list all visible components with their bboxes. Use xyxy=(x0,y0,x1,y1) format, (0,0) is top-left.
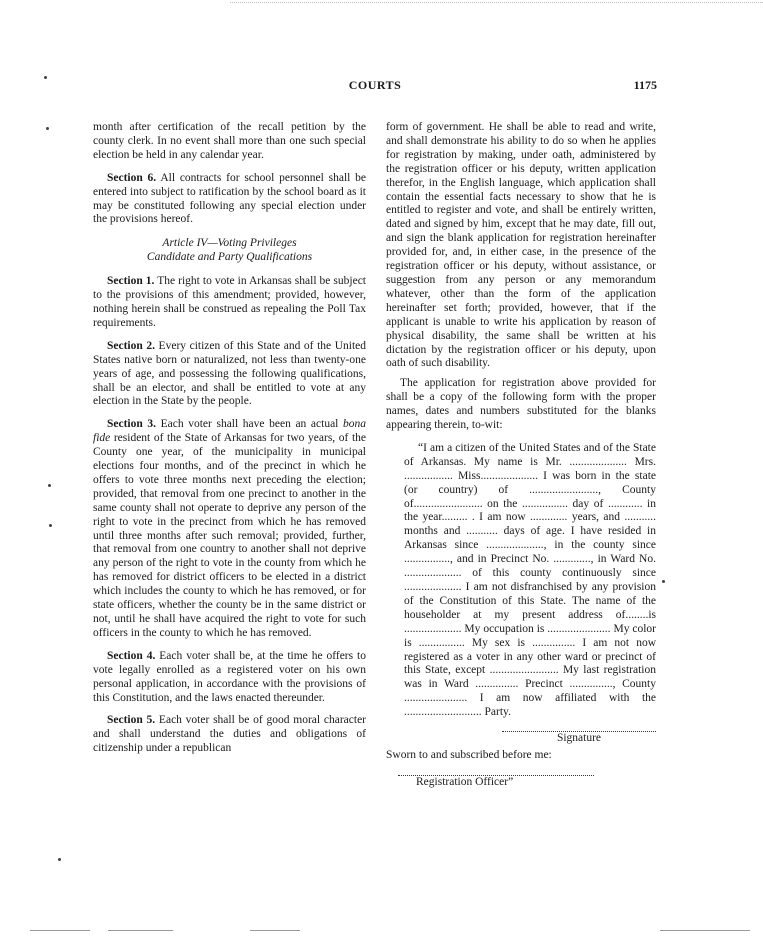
scan-speck xyxy=(49,524,52,527)
continuation-paragraph: form of government. He shall be able to read and write, and shall demonstrate his ability to do so when he applies for registration by making, under oath, administered by the registration officer or his deputy, written application therefor, in the English language, which application shall contain the essential facts necessary to show that he is entitled to register and vote, and shall be entirely written, dated and signed by him, except that he may date, fill out, and sign the blank application for registration hereinafter provided for, and, in either case, in the presence of the registration officer or his deputy, without assistance, or suggestion from any person or any memorandum whatever, other than the form of the application hereinafter set forth; provided, however, that if the applicant is unable to write his application by reason of physical disability, the same shall be written at his dictation by the registration officer or his deputy, upon oath of such disability. xyxy=(386,121,656,370)
scan-speck xyxy=(662,580,665,583)
section-text: All contracts for school personnel shall be entered into subject to ratification by the school board as it may be constituted following any special election under the provisions hereof. xyxy=(93,171,366,226)
section-heading: Section 1. xyxy=(107,275,155,288)
right-column xyxy=(386,121,656,790)
top-dotted-edge xyxy=(230,2,763,3)
registration-officer-label: Registration Officer” xyxy=(416,775,514,788)
article-heading xyxy=(93,237,366,265)
section-heading: Section 6. xyxy=(107,171,157,184)
section-heading: Section 4. xyxy=(107,649,156,662)
section-3 xyxy=(93,418,366,641)
section-text: Each voter shall be of good moral character and shall understand the duties and obligations of citizenship under a republican xyxy=(93,714,366,755)
bottom-edge-rule xyxy=(660,930,750,931)
recall-paragraph: month after certification of the recall petition by the county clerk. In no event shall more than one such special election be held in any calendar year. xyxy=(93,121,366,161)
signature-label: Signature xyxy=(556,732,602,745)
section-6 xyxy=(93,172,366,228)
bottom-edge-rule xyxy=(108,930,173,931)
scan-speck xyxy=(46,127,49,130)
application-intro: The application for registration above provided for shall be a copy of the following form with the proper names, dates and numbers substituted for the blanks appearing therein, to-wit: xyxy=(386,377,656,432)
section-heading: Section 5. xyxy=(107,714,156,727)
section-4 xyxy=(93,650,366,706)
section-heading: Section 3. xyxy=(107,418,157,431)
section-text: resident of the State of Arkansas for two years, of the County one year, of the municipality in municipal elections four months, and of the precinct in which he offers to vote three months next preceding the election; provided, that removal from one precinct to another in the same county shall not operate to deprive any person of the right to vote in the precinct from which he has removed until three months after such removal; provided, further, that removal from one country to another shall not deprive any person of the right to vote in the county from which he has removed for district officers to be elected in a district which includes the county to which he has removed, or for state officers, whether the county be in the same district or not, until he shall have acquired the right to vote for such officers in the county to which he has removed. xyxy=(93,432,366,639)
section-2 xyxy=(93,340,366,410)
article-title: Article IV—Voting Privileges xyxy=(162,237,297,250)
section-text: Every citizen of this State and of the United States native born or naturalized, not less than twenty-one years of age, and possessing the following qualifications, shall be an elector, and shall be entitled to vote at any election in the State by the people. xyxy=(93,339,366,408)
scan-speck xyxy=(44,76,47,79)
page-number: 1175 xyxy=(633,78,657,92)
italic-term: bona fide xyxy=(93,418,366,445)
bottom-edge-rule xyxy=(250,930,300,931)
section-heading: Section 2. xyxy=(107,339,155,352)
section-text: Each voter shall be, at the time he offers to vote legally enrolled as a registered voter on his own personal application, in accordance with the provisions of this Constitution, and the laws enacted thereunder. xyxy=(93,649,366,704)
sworn-statement: Sworn to and subscribed before me: xyxy=(386,748,552,761)
page-header xyxy=(93,78,657,94)
section-text: The right to vote in Arkansas shall be subject to the provisions of this amendment; provided, however, nothing herein shall be construed as repealing the Poll Tax requirements. xyxy=(93,275,366,329)
bottom-edge-rule xyxy=(30,930,90,931)
scan-speck xyxy=(48,484,51,487)
section-1 xyxy=(93,275,366,331)
article-subtitle: Candidate and Party Qualifications xyxy=(146,251,313,264)
section-text: Each voter shall have been an actual xyxy=(156,418,343,431)
registration-form-text: “I am a citizen of the United States and of the State of Arkansas. My name is Mr. .................... Mrs. ................. Miss.................... I was born in the state (or country) of ........................, County of........................ on the ................ day of ............ in the year......... . I am now ............. years, and ........... months and ........... days of age. I have resided in Arkansas since ...................., in the county since ................, and in Precinct No. ............., in Ward No. .................... of this county continuously since .................... I am not disfranchised by any provision of the Constitution of this State. The name of the householder at my present address of........is .................... My occupation is ...................... My color is ................ My sex is ............... I am not now registered as a voter in any other ward or precinct of this State, except ........................ My last registration was in Ward ............... Precinct ..............., County ...................... I am now affiliated with the ........................... Party. xyxy=(404,441,656,719)
scan-speck xyxy=(58,858,61,861)
section-5 xyxy=(93,714,366,756)
running-title: COURTS xyxy=(348,78,402,92)
left-column xyxy=(93,121,366,756)
